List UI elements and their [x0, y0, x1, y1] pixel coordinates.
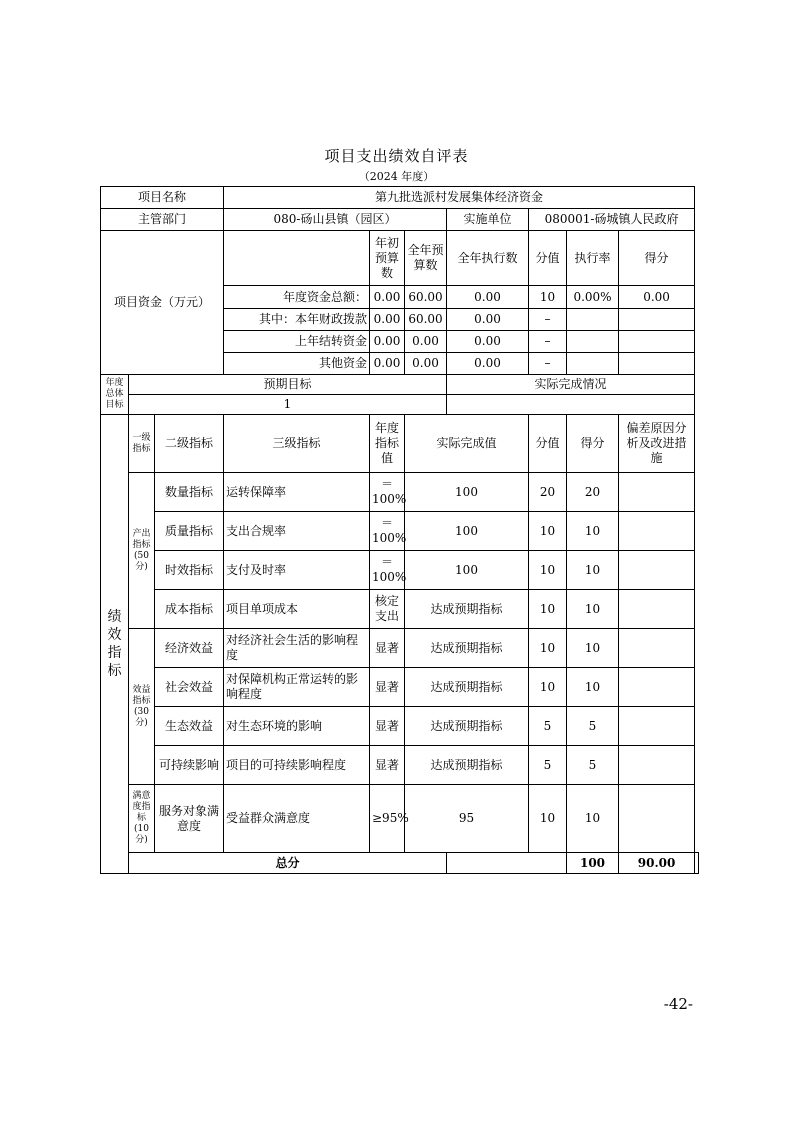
- dept-label: 主管部门: [101, 209, 224, 231]
- funds-row-rate: [567, 353, 619, 375]
- indicator-score-value: 10: [529, 629, 567, 668]
- perf-header-level3: 三级指标: [224, 415, 370, 473]
- indicator-actual: 95: [405, 785, 529, 853]
- indicator-actual: 达成预期指标: [405, 746, 529, 785]
- funds-row-exec: 0.00: [447, 331, 529, 353]
- indicator-target: ＝100%: [370, 473, 405, 512]
- indicator-actual: 达成预期指标: [405, 590, 529, 629]
- indicator-level2: 质量指标: [155, 512, 224, 551]
- indicator-reason: [619, 473, 695, 512]
- indicator-target: 显著: [370, 707, 405, 746]
- page-number: -42-: [663, 995, 693, 1013]
- funds-row-exec: 0.00: [447, 286, 529, 309]
- funds-label: 项目资金（万元）: [101, 231, 224, 375]
- funds-row-score-value: –: [529, 331, 567, 353]
- indicator-score-value: 10: [529, 785, 567, 853]
- indicator-score: 20: [567, 473, 619, 512]
- funds-header-exec: 全年执行数: [447, 231, 529, 286]
- indicator-actual: 达成预期指标: [405, 629, 529, 668]
- funds-row-label: 上年结转资金: [224, 331, 370, 353]
- funds-row-score: [619, 353, 695, 375]
- funds-row-full: 0.00: [405, 353, 447, 375]
- indicator-reason: [619, 707, 695, 746]
- total-score: 90.00: [619, 853, 695, 874]
- funds-row-exec: 0.00: [447, 309, 529, 331]
- indicator-score-value: 5: [529, 707, 567, 746]
- goal-expected-header: 预期目标: [129, 375, 447, 395]
- indicator-level3: 受益群众满意度: [224, 785, 370, 853]
- indicator-level3: 对保障机构正常运转的影响程度: [224, 668, 370, 707]
- indicator-level2: 时效指标: [155, 551, 224, 590]
- indicator-level3: 支出合规率: [224, 512, 370, 551]
- self-evaluation-table: [100, 186, 699, 874]
- indicator-score: 10: [567, 668, 619, 707]
- indicator-target: 核定支出: [370, 590, 405, 629]
- indicator-score: 5: [567, 746, 619, 785]
- indicator-score: 10: [567, 590, 619, 629]
- indicator-level2: 服务对象满意度: [155, 785, 224, 853]
- funds-header-initial: 年初预算数: [370, 231, 405, 286]
- funds-row-initial: 0.00: [370, 309, 405, 331]
- funds-row-score: [619, 309, 695, 331]
- indicator-level3: 支付及时率: [224, 551, 370, 590]
- indicator-actual: 达成预期指标: [405, 668, 529, 707]
- page-title: 项目支出绩效自评表: [324, 147, 469, 165]
- project-name-label: 项目名称: [101, 187, 224, 209]
- indicator-reason: [619, 551, 695, 590]
- satisfaction-indicators-group: 满意度指标(10分): [129, 785, 155, 853]
- indicator-target: 显著: [370, 668, 405, 707]
- indicator-score-value: 10: [529, 668, 567, 707]
- indicator-score: 10: [567, 551, 619, 590]
- funds-header-score-value: 分值: [529, 231, 567, 286]
- funds-row-label: 其中：本年财政拨款: [224, 309, 370, 331]
- funds-row-full: 0.00: [405, 331, 447, 353]
- indicator-actual: 100: [405, 512, 529, 551]
- perf-header-actual: 实际完成值: [405, 415, 529, 473]
- indicator-score-value: 5: [529, 746, 567, 785]
- indicator-level3: 对生态环境的影响: [224, 707, 370, 746]
- funds-row-full: 60.00: [405, 309, 447, 331]
- funds-row-score: [619, 331, 695, 353]
- indicator-target: 显著: [370, 629, 405, 668]
- indicator-reason: [619, 590, 695, 629]
- indicator-reason: [619, 512, 695, 551]
- funds-row-initial: 0.00: [370, 286, 405, 309]
- funds-row-exec: 0.00: [447, 353, 529, 375]
- goal-expected-value: 1: [129, 395, 447, 415]
- goal-actual-header: 实际完成情况: [447, 375, 695, 395]
- funds-row-full: 60.00: [405, 286, 447, 309]
- perf-header-target: 年度指标值: [370, 415, 405, 473]
- benefit-indicators-group: 效益指标(30分): [129, 629, 155, 785]
- funds-row-score-value: 10: [529, 286, 567, 309]
- perf-header-level1: 一级指标: [129, 415, 155, 473]
- indicator-reason: [619, 746, 695, 785]
- indicator-score: 10: [567, 785, 619, 853]
- total-label: 总分: [129, 853, 447, 874]
- indicator-reason: [619, 668, 695, 707]
- total-reason-blank: [695, 853, 699, 874]
- funds-row-score-value: –: [529, 353, 567, 375]
- perf-header-level2: 二级指标: [155, 415, 224, 473]
- indicator-score-value: 10: [529, 512, 567, 551]
- total-blank: [447, 853, 567, 874]
- indicator-actual: 100: [405, 473, 529, 512]
- indicator-level2: 社会效益: [155, 668, 224, 707]
- indicator-target: ＝100%: [370, 512, 405, 551]
- indicator-score: 10: [567, 512, 619, 551]
- performance-indicators-label: 绩效指标: [101, 415, 129, 874]
- impl-value: 080001-砀城镇人民政府: [529, 209, 695, 231]
- project-name-value: 第九批选派村发展集体经济资金: [224, 187, 695, 209]
- funds-row-score: 0.00: [619, 286, 695, 309]
- indicator-target: 显著: [370, 746, 405, 785]
- total-score-value: 100: [567, 853, 619, 874]
- goal-actual-value: [447, 395, 695, 415]
- funds-row-initial: 0.00: [370, 353, 405, 375]
- funds-row-label: 年度资金总额：: [224, 286, 370, 309]
- funds-row-initial: 0.00: [370, 331, 405, 353]
- perf-header-reason: 偏差原因分析及改进措施: [619, 415, 695, 473]
- year-subtitle: （2024 年度）: [358, 170, 435, 183]
- perf-header-score-value: 分值: [529, 415, 567, 473]
- indicator-level3: 项目的可持续影响程度: [224, 746, 370, 785]
- indicator-level2: 可持续影响: [155, 746, 224, 785]
- indicator-level2: 成本指标: [155, 590, 224, 629]
- output-indicators-group: 产出指标(50分): [129, 473, 155, 629]
- funds-row-rate: [567, 331, 619, 353]
- indicator-level2: 生态效益: [155, 707, 224, 746]
- funds-row-label: 其他资金: [224, 353, 370, 375]
- indicator-score-value: 10: [529, 590, 567, 629]
- annual-goal-label: 年度总体目标: [101, 375, 129, 415]
- funds-row-rate: [567, 309, 619, 331]
- funds-header-rate: 执行率: [567, 231, 619, 286]
- funds-header-score: 得分: [619, 231, 695, 286]
- indicator-target: ≥95%: [370, 785, 405, 853]
- funds-header-full: 全年预算数: [405, 231, 447, 286]
- funds-row-rate: 0.00%: [567, 286, 619, 309]
- funds-header-blank: [224, 231, 370, 286]
- funds-row-score-value: –: [529, 309, 567, 331]
- indicator-target: ＝100%: [370, 551, 405, 590]
- perf-header-score: 得分: [567, 415, 619, 473]
- indicator-level2: 经济效益: [155, 629, 224, 668]
- indicator-level2: 数量指标: [155, 473, 224, 512]
- indicator-score-value: 20: [529, 473, 567, 512]
- indicator-score: 10: [567, 629, 619, 668]
- indicator-actual: 100: [405, 551, 529, 590]
- indicator-reason: [619, 785, 695, 853]
- indicator-actual: 达成预期指标: [405, 707, 529, 746]
- indicator-level3: 对经济社会生活的影响程度: [224, 629, 370, 668]
- indicator-reason: [619, 629, 695, 668]
- indicator-score: 5: [567, 707, 619, 746]
- impl-label: 实施单位: [447, 209, 529, 231]
- indicator-score-value: 10: [529, 551, 567, 590]
- dept-value: 080-砀山县镇（园区）: [224, 209, 447, 231]
- indicator-level3: 项目单项成本: [224, 590, 370, 629]
- indicator-level3: 运转保障率: [224, 473, 370, 512]
